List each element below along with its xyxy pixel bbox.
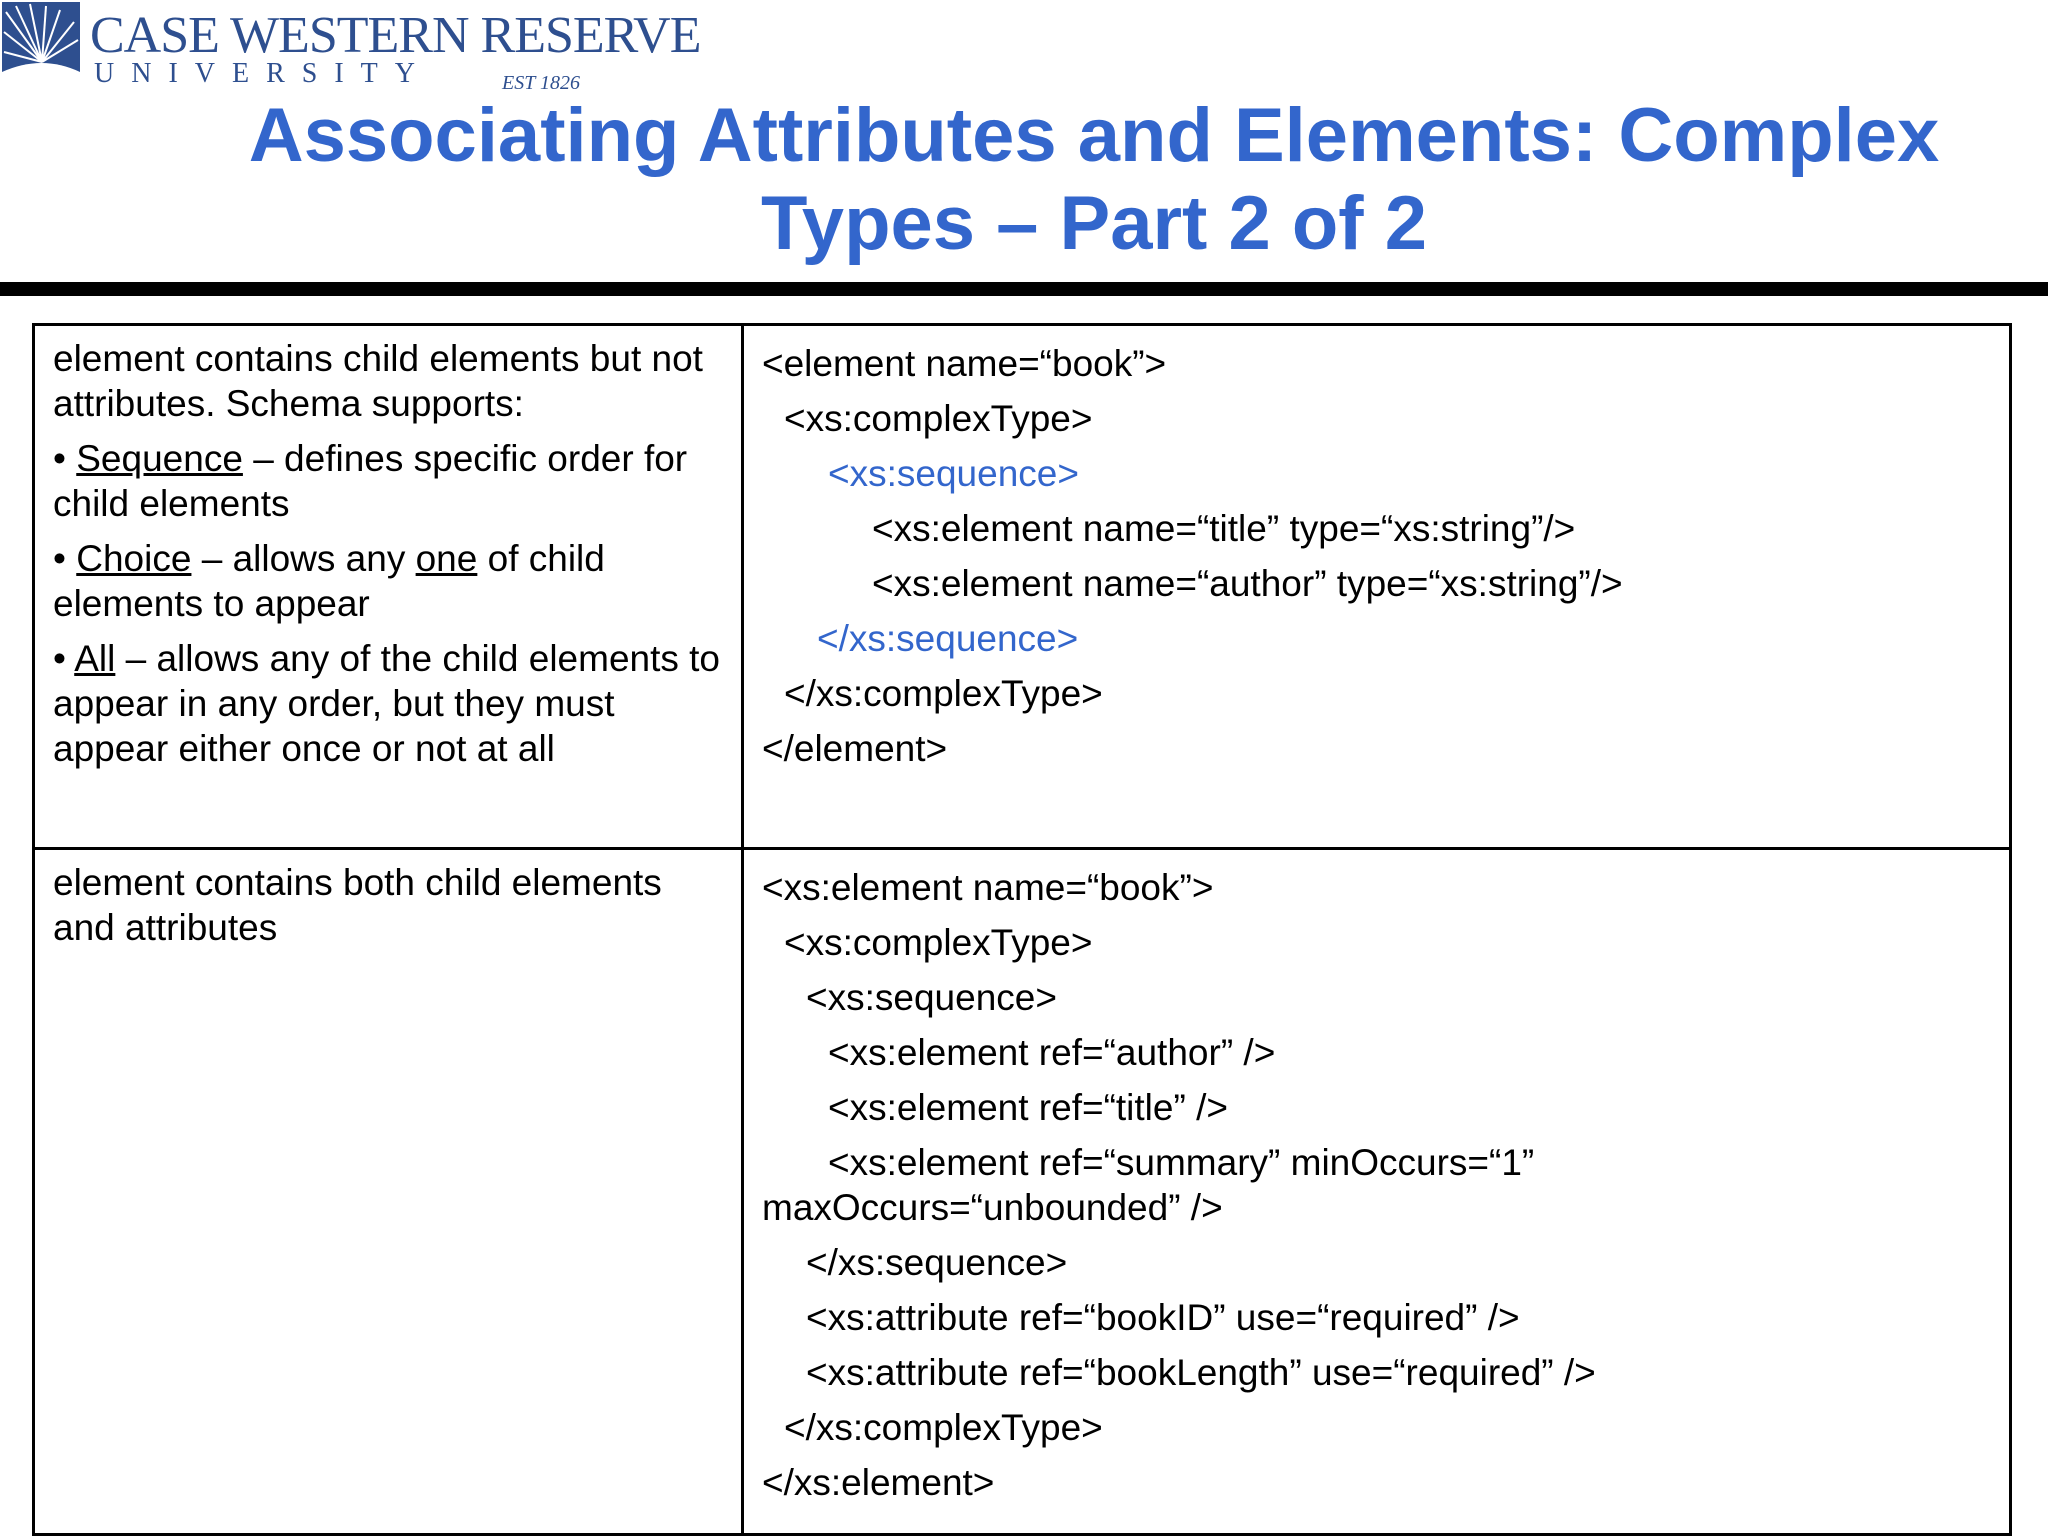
slide-title (180, 92, 2008, 268)
bullet-all (53, 636, 723, 771)
description-cell (34, 849, 743, 1535)
code-line: <xs:element name=“title” type=“xs:string”/> (872, 508, 1576, 549)
code-line: <xs:element ref=“title” /> (828, 1087, 1228, 1128)
code-line: <xs:attribute ref=“bookID” use=“required” /> (806, 1297, 1520, 1338)
code-line: <xs:complexType> (784, 922, 1093, 963)
code-line: </xs:sequence> (817, 618, 1079, 659)
logo-name: CASE WESTERN RESERVE (90, 7, 701, 64)
bullet-glyph: • (53, 438, 66, 479)
code-line: </element> (762, 728, 948, 769)
code-block (762, 336, 1991, 776)
university-logo (0, 0, 701, 100)
code-cell (743, 325, 2011, 849)
title-line-2: Types – Part 2 of 2 (761, 181, 1427, 266)
code-line: <xs:element ref=“author” /> (828, 1032, 1276, 1073)
code-line: </xs:sequence> (806, 1242, 1068, 1283)
code-line: <xs:attribute ref=“bookLength” use=“required” /> (806, 1352, 1596, 1393)
code-cell (743, 849, 2011, 1535)
code-line: </xs:complexType> (784, 673, 1103, 714)
bullet-sequence (53, 436, 723, 526)
desc-choice-a: – allows any (201, 538, 406, 579)
code-line: <xs:sequence> (806, 977, 1057, 1018)
title-divider (0, 282, 2048, 296)
code-line: <xs:element ref=“summary” minOccurs=“1” (828, 1142, 1535, 1183)
logo-established: EST 1826 (502, 72, 580, 94)
description-cell (34, 325, 743, 849)
emph-one: one (415, 538, 478, 579)
bullet-glyph: • (53, 538, 66, 579)
title-line-1: Associating Attributes and Elements: Complex (248, 93, 1940, 178)
logo-emblem-icon (2, 2, 80, 92)
table-row (34, 849, 2011, 1535)
code-block (762, 860, 1991, 1510)
bullet-choice (53, 536, 723, 626)
row2-intro: element contains both child elements and attributes (53, 862, 662, 948)
bullet-glyph: • (53, 638, 66, 679)
table-row (34, 325, 2011, 849)
code-line: <element name=“book”> (762, 343, 1167, 384)
desc-choice-b: of child elements to appear (53, 538, 605, 624)
code-line: <xs:element name=“author” type=“xs:string”/> (872, 563, 1623, 604)
term-choice: Choice (76, 538, 192, 579)
comparison-table (32, 323, 2012, 1536)
code-line: <xs:sequence> (828, 453, 1079, 494)
logo-university: UNIVERSITY (94, 58, 432, 89)
term-sequence: Sequence (76, 438, 243, 479)
code-line: </xs:element> (762, 1462, 995, 1503)
term-all: All (74, 638, 116, 679)
code-line: <xs:element name=“book”> (762, 867, 1214, 908)
code-line: <xs:complexType> (784, 398, 1093, 439)
row1-intro: element contains child elements but not attributes. Schema supports: (53, 338, 703, 424)
code-line: </xs:complexType> (784, 1407, 1103, 1448)
desc-sequence: – defines specific order for child elements (53, 438, 688, 524)
code-line: maxOccurs=“unbounded” /> (762, 1187, 1223, 1228)
desc-all: – allows any of the child elements to appear in any order, but they must appear either once or not at all (53, 638, 721, 769)
